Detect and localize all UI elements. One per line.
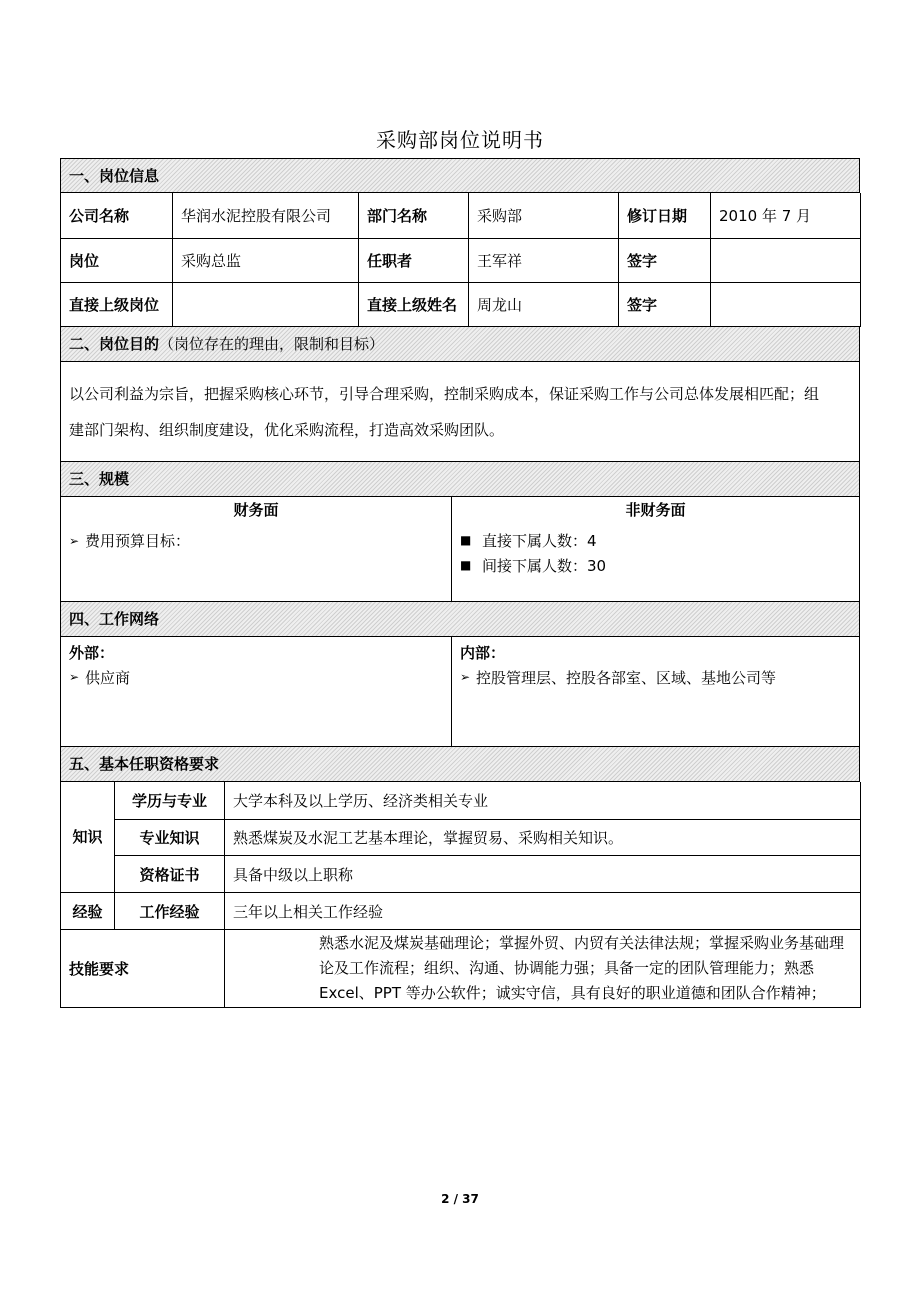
- education-label: 学历与专业: [115, 782, 225, 820]
- section-1-header: [60, 158, 860, 193]
- arrow-bullet-icon: ➢: [69, 533, 80, 548]
- label-revision-date: 修订日期: [619, 193, 711, 238]
- skill-line-2: 论及工作流程；组织、沟通、协调能力强；具备一定的团队管理能力；熟悉: [319, 959, 815, 977]
- section-3-title: 三、规模: [69, 469, 130, 488]
- table-row: [61, 930, 861, 1008]
- value-superior-name: 周龙山: [469, 282, 619, 326]
- label-superior-position: 直接上级岗位: [61, 282, 173, 326]
- label-superior-name: 直接上级姓名: [359, 282, 469, 326]
- internal-label: 内部：: [460, 643, 506, 662]
- knowledge-label: 知识: [61, 782, 115, 893]
- non-financial-heading: 非财务面: [625, 500, 686, 519]
- education-value: 大学本科及以上学历、经济类相关专业: [225, 782, 861, 820]
- value-superior-position: [173, 282, 359, 326]
- value-company: 华润水泥控股有限公司: [173, 193, 359, 238]
- financial-heading: 财务面: [233, 500, 279, 519]
- work-experience-label: 工作经验: [115, 893, 225, 930]
- external-column: [61, 637, 452, 746]
- section-1-title: 一、岗位信息: [69, 167, 160, 185]
- arrow-bullet-icon: ➢: [460, 670, 471, 684]
- section-4-header: [60, 602, 860, 637]
- section-2-header: [60, 327, 860, 362]
- professional-knowledge-label: 专业知识: [115, 820, 225, 856]
- skill-line-3: Excel、PPT 等办公软件；诚实守信，具有良好的职业道德和团队合作精神；: [319, 984, 826, 1002]
- value-signature-2: [711, 282, 861, 326]
- skill-line-1: 熟悉水泥及煤炭基础理论；掌握外贸、内贸有关法律法规；掌握采购业务基础理: [319, 934, 845, 952]
- table-row: [61, 193, 861, 238]
- table-row: [61, 893, 861, 930]
- indirect-reports: 间接下属人数：30: [482, 556, 607, 575]
- internal-column: [452, 637, 859, 746]
- scale-block: [60, 497, 860, 602]
- list-item: [460, 665, 851, 690]
- purpose-line-2: 建部门架构、组织制度建设，优化采购流程，打造高效采购团队。: [69, 420, 505, 439]
- value-incumbent: 王军祥: [469, 238, 619, 282]
- label-company: 公司名称: [61, 193, 173, 238]
- position-info-table: [60, 193, 861, 327]
- list-item: [69, 665, 443, 690]
- table-row: [61, 856, 861, 893]
- position-purpose-text: [60, 362, 860, 462]
- section-2-note: （岗位存在的理由，限制和目标）: [159, 334, 385, 353]
- section-3-header: [60, 462, 860, 497]
- financial-column: [61, 497, 452, 601]
- label-position: 岗位: [61, 238, 173, 282]
- label-signature-2: 签字: [619, 282, 711, 326]
- label-signature: 签字: [619, 238, 711, 282]
- value-signature: [711, 238, 861, 282]
- list-item: [452, 528, 859, 553]
- external-item: 供应商: [85, 668, 131, 687]
- page-number: 2 / 37: [441, 1192, 479, 1206]
- internal-item: 控股管理层、控股各部室、区域、基地公司等: [476, 668, 777, 687]
- skill-label: 技能要求: [61, 930, 225, 1008]
- budget-target-label: 费用预算目标：: [85, 532, 191, 550]
- professional-knowledge-value: 熟悉煤炭及水泥工艺基本理论，掌握贸易、采购相关知识。: [225, 820, 861, 856]
- certificate-value: 具备中级以上职称: [225, 856, 861, 893]
- job-description-sheet: [60, 158, 860, 1008]
- label-incumbent: 任职者: [359, 238, 469, 282]
- non-financial-column: [452, 497, 859, 601]
- table-row: [61, 782, 861, 820]
- square-bullet-icon: ■: [460, 558, 472, 572]
- section-5-header: [60, 747, 860, 782]
- value-revision-date: 2010 年 7 月: [711, 193, 861, 238]
- table-row: [61, 282, 861, 326]
- direct-reports: 直接下属人数：4: [482, 531, 597, 550]
- value-department: 采购部: [469, 193, 619, 238]
- external-label: 外部：: [69, 643, 115, 662]
- work-experience-value: 三年以上相关工作经验: [225, 893, 861, 930]
- table-row: [61, 820, 861, 856]
- purpose-line-1: 以公司利益为宗旨，把握采购核心环节，引导合理采购，控制采购成本，保证采购工作与公司总体发展相匹配；组: [69, 384, 820, 403]
- table-row: [61, 238, 861, 282]
- list-item: [61, 523, 451, 559]
- section-5-title: 五、基本任职资格要求: [69, 754, 220, 773]
- value-position: 采购总监: [173, 238, 359, 282]
- qualification-table: [60, 782, 861, 1009]
- certificate-label: 资格证书: [115, 856, 225, 893]
- arrow-bullet-icon: ➢: [69, 670, 80, 684]
- section-2-title: 二、岗位目的: [69, 334, 160, 353]
- skill-value: [225, 930, 861, 1008]
- page-title: 采购部岗位说明书: [376, 128, 544, 152]
- label-department: 部门名称: [359, 193, 469, 238]
- section-4-title: 四、工作网络: [69, 609, 160, 628]
- experience-label: 经验: [61, 893, 115, 930]
- work-network-block: [60, 637, 860, 747]
- square-bullet-icon: ■: [460, 533, 472, 547]
- list-item: [452, 553, 859, 578]
